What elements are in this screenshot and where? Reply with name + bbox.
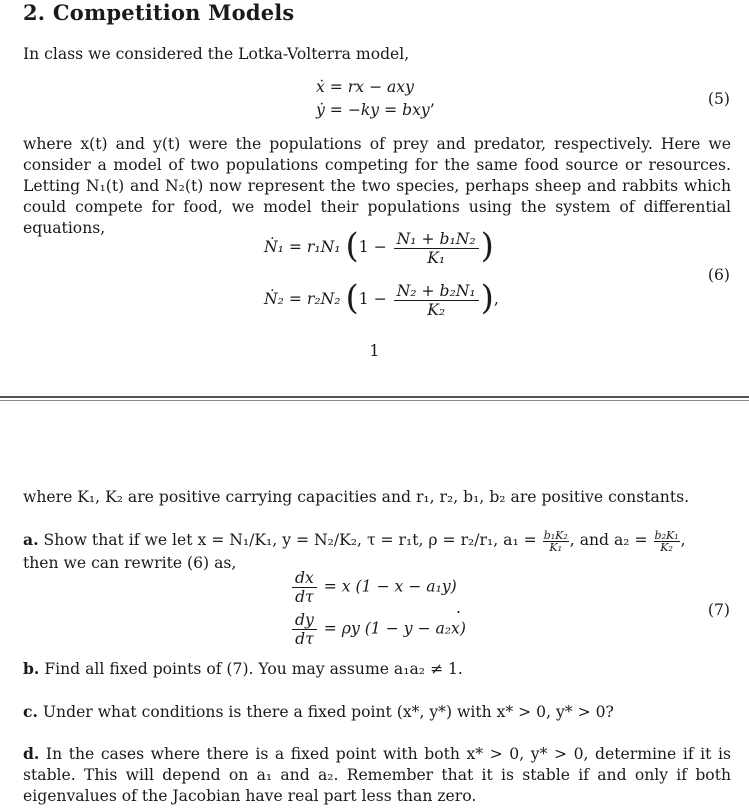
page-number: 1 [369,342,380,360]
rescaled-eq2-rhs: = ρy (1 − y − a₂x) [323,619,466,638]
comp-eq1-denominator: K₁ [427,248,446,267]
part-c-text: Under what conditions is there a fixed point (x*, y*) with x* > 0, y* > 0? [42,703,614,721]
a1-denominator: K₁ [549,540,563,554]
page-1 [0,0,749,395]
comp-eq1-lhs: Ṅ₁ = r₁N₁ [264,238,341,256]
left-paren: ( [345,226,359,266]
equation-number-6: (6) [707,266,730,284]
part-b [23,658,731,680]
lv-eq2-tail: ’ [429,101,435,119]
a1-numerator: b₁K₂ [543,528,568,542]
comp-equation-2: Ṅ₂ = r₂N₂ (1 − $\frac{\text{N₂ + b₂N₁}}{\text{K₂}}$ ), [264,278,499,319]
dx-dtau-fraction [292,569,317,606]
a2-fraction [654,530,680,553]
part-d-label: d. [23,744,40,763]
part-d-text: In the cases where there is a fixed point with both x* > 0, y* > 0, determine if it is stable. This will depend on a₁ and a₂. Remember that it is stable if and only if both eigenvalues of the Jacobian have real part less than zero. [23,745,731,805]
part-a-text-4: then we can rewrite (6) as, [23,553,237,572]
equation-number-7: (7) [707,601,730,619]
lv-eq1-text: ẋ = rx − axy [316,78,414,96]
dtau-denominator: dτ [295,630,314,648]
dx-numerator: dx [292,569,317,588]
paragraph-1: where x(t) and y(t) were the populations of prey and predator, respectively. Here we consider a model of two populations competing for the same food source or resources. Letting N₁(t) and N₂(t) now represent the two species, perhaps sheep and rabbits which could compete for food, we model their populations using the system of differential equations, [23,135,731,237]
lv-eq2-text: ẏ = −ky = bxy [316,101,430,119]
paragraph-2: where K₁, K₂ are positive carrying capacities and r₁, r₂, b₁, b₂ are positive constants. [23,488,690,506]
right-paren: ) [480,226,494,266]
comp-eq2-one-minus: 1 − [358,290,387,308]
left-paren: ( [345,278,359,318]
dtau-denominator: dτ [295,588,314,606]
part-a-text-3: , [680,531,686,549]
page-2 [0,405,749,810]
lv-equation-1 [316,78,414,96]
part-b-text: Find all fixed points of (7). You may assume a₁a₂ ≠ 1. [44,660,463,678]
comp-eq2-fraction [394,282,479,319]
comp-eq1-numerator: N₁ + b₁N₂ [394,230,479,249]
part-a-text-1: Show that if we let x = N₁/K₁, y = N₂/K₂, τ = r₁t, ρ = r₂/r₁, a₁ = [43,531,537,549]
a2-denominator: K₂ [660,540,673,554]
rescaled-equation-1 [290,569,457,606]
rescaled-equation-2 [290,611,466,648]
right-paren: ) [480,278,494,318]
part-c [23,701,731,723]
separator-line [0,400,749,401]
comp-eq1-one-minus: 1 − [358,238,387,256]
page-separator [0,395,749,405]
intro-text: In class we considered the Lotka-Volterra model, [23,45,410,63]
part-b-label: b. [23,659,40,678]
part-a-label: a. [23,530,39,549]
lv-equation-2 [316,101,435,119]
comp-eq2-lhs: Ṅ₂ = r₂N₂ [264,290,341,308]
part-a-text-2: , and a₂ = [569,531,648,549]
section-title: 2. Competition Models [23,0,295,25]
a2-numerator: b₂K₁ [654,528,679,542]
dy-dtau-fraction [292,611,317,648]
separator-line [0,396,749,398]
period-mark: . [456,599,461,617]
equation-number-5: (5) [707,90,730,108]
rescaled-eq1-rhs: = x (1 − x − a₁y) [323,577,457,596]
comp-equation-1 [264,228,494,268]
a1-fraction [543,530,569,553]
comp-eq2-denominator: K₂ [427,300,446,319]
comp-eq1-fraction [394,230,479,267]
dy-numerator: dy [292,611,317,630]
part-a [23,529,731,574]
part-c-label: c. [23,702,38,721]
part-d [23,743,731,807]
comp-eq2-numerator: N₂ + b₂N₁ [394,282,479,301]
